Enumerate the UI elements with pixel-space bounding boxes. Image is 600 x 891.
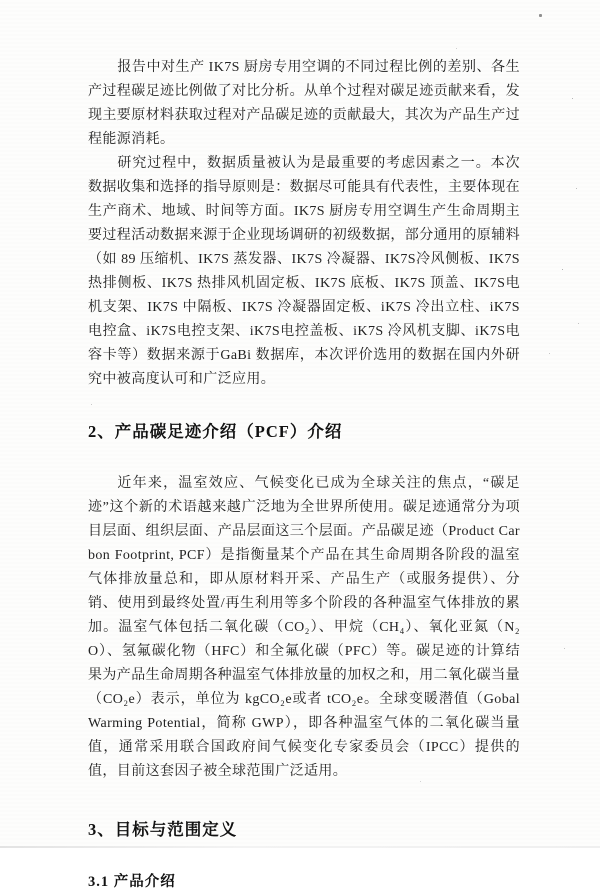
paragraph-process-comparison: 报告中对生产 IK7S 厨房专用空调的不同过程比例的差别、各生产过程碳足迹比例做了对比分析。从单个过程对碳足迹贡献来看，发现主要原材料获取过程对产品碳足迹的贡献最大，其次为产品生产过程能源消耗。 (88, 60, 520, 147)
paragraph-pcf-introduction: 近年来，温室效应、气候变化已成为全球关注的焦点，“碳足迹”这个新的术语越来越广泛地为全世界所使用。碳足迹通常分为项目层面、组织层面、产品层面这三个层面。产品碳足迹（Product Carbon Footprint, PCF）是指衡量某个产品在其生命周期各阶段的温室气体排放量总和，即从原材料开采、产品生产（或服务提供）、分销、使用到最终处置/再生利用等多个阶段的各种温室气体排放的累加。温室气体包括二氧化碳（CO₂）、甲烷（CH₄）、氧化亚氮（N₂O）、氢氟碳化物（HFC）和全氟化碳（PFC）等。碳足迹的计算结果为产品生命周期各种温室气体排放量的加权之和，用二氧化碳当量（CO₂e）表示，单位为 kgCO₂e或者 tCO₂e。全球变暖潜值（Gobal Warming Potential，简称 GWP），即各种温室气体的二氧化碳当量值，通常采用联合国政府间气候变化专家委员会（IPCC）提供的值，目前这套因子被全球范围广泛适用。 (88, 476, 520, 779)
section-3-1-heading: 3.1 产品介绍 (88, 874, 176, 890)
section-2-heading: 2、产品碳足迹介绍（PCF）介绍 (88, 422, 343, 441)
scan-noise-specks (539, 14, 542, 17)
paragraph-data-quality: 研究过程中，数据质量被认为是最重要的考虑因素之一。本次数据收集和选择的指导原则是：数据尽可能具有代表性，主要体现在生产商术、地域、时间等方面。IK7S 厨房专用空调生产生命周期主要过程活动数据来源于企业现场调研的初级数据，部分通用的原辅料（如 89 压缩机、IK7S 蒸发器、IK7S 冷凝器、IK7S冷风侧板、IK7S 热排侧板、IK7S 热排风机固定板、IK7S 底板、IK7S 顶盖、IK7S电机支架、IK7S 中隔板、IK7S 冷凝器固定板、iK7S 冷出立柱、iK7S电控盒、iK7S电控支架、iK7S电控盖板、iK7S 冷风机支脚、iK7S电容卡等）数据来源于GaBi 数据库，本次评价选用的数据在国内外研究中被高度认可和广泛应用。 (88, 156, 520, 387)
section-3-heading: 3、目标与范围定义 (88, 820, 238, 839)
